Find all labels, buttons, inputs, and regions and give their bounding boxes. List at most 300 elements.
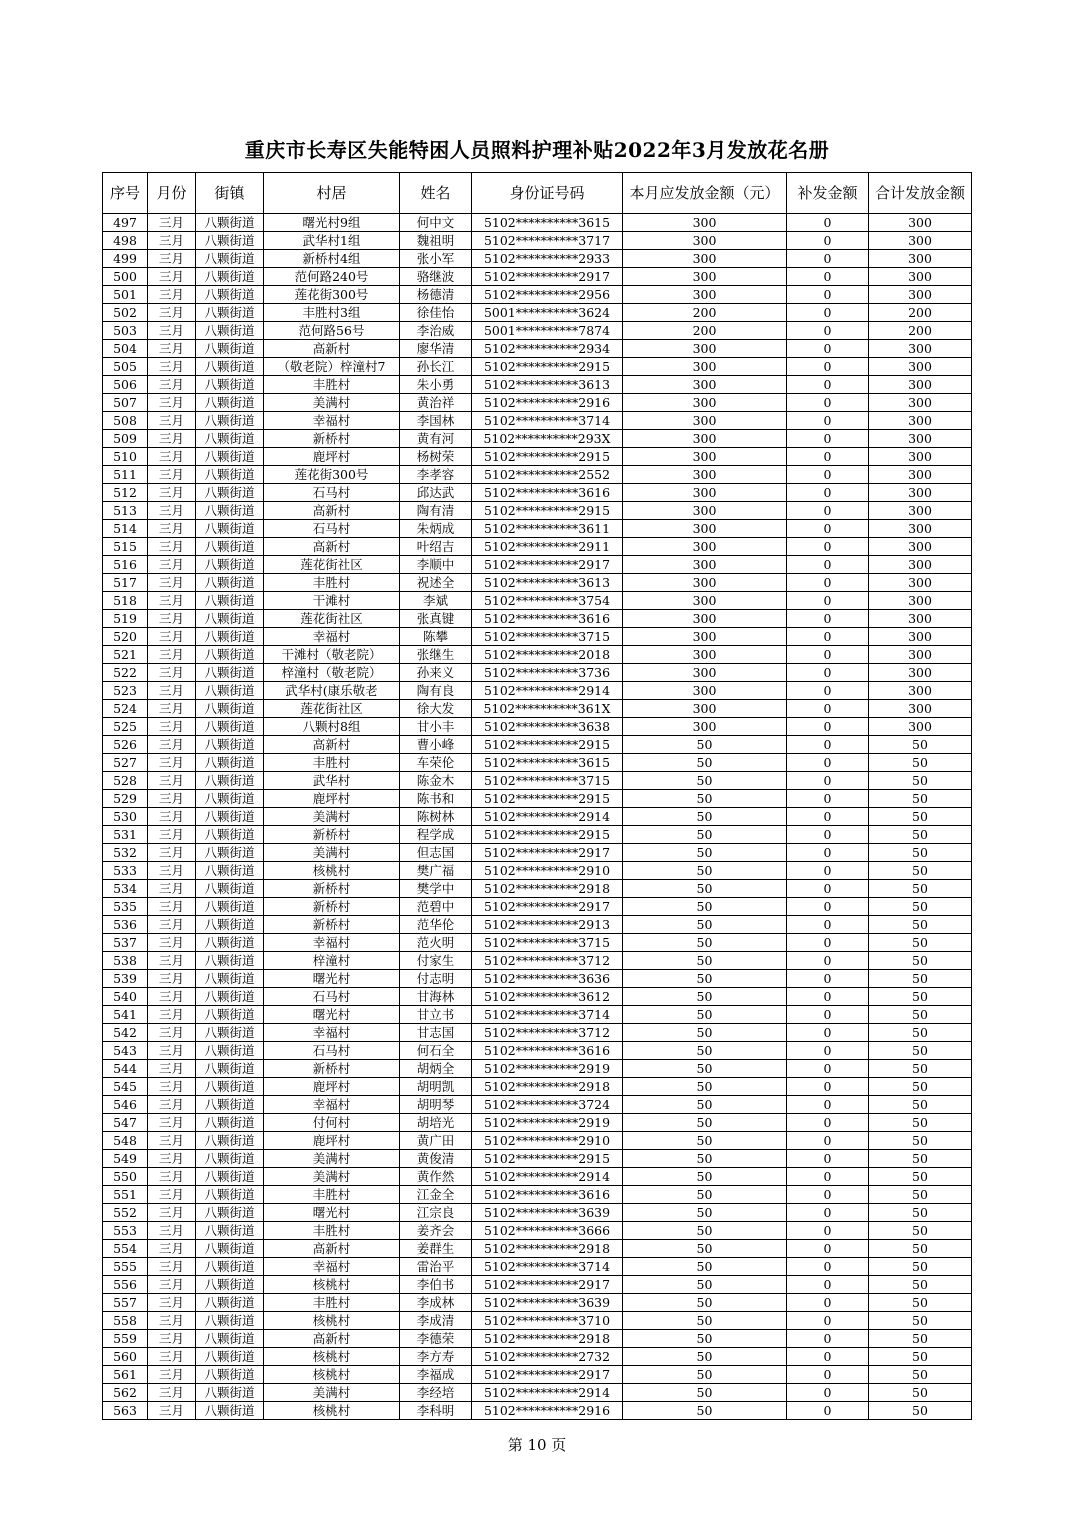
roster-table: [102, 172, 972, 1420]
table-row: [103, 808, 972, 826]
id-number-cell: 5102**********3611: [472, 520, 623, 538]
id-number-cell: 5102**********2917: [472, 898, 623, 916]
due-amount-cell: 50: [623, 970, 787, 988]
table-row: [103, 718, 972, 736]
serial-cell: 527: [103, 754, 148, 772]
due-amount-cell: 300: [623, 466, 787, 484]
table-row: [103, 898, 972, 916]
street-cell: 八颗街道: [196, 916, 264, 934]
header-back-pay: 补发金额: [787, 173, 869, 214]
back-pay-cell: 0: [787, 1402, 869, 1420]
table-row: [103, 574, 972, 592]
name-cell: 黄作然: [400, 1168, 472, 1186]
due-amount-cell: 50: [623, 808, 787, 826]
serial-cell: 521: [103, 646, 148, 664]
total-amount-cell: 300: [869, 286, 972, 304]
back-pay-cell: 0: [787, 250, 869, 268]
month-cell: 三月: [148, 934, 196, 952]
street-cell: 八颗街道: [196, 286, 264, 304]
total-amount-cell: 300: [869, 214, 972, 232]
name-cell: 魏祖明: [400, 232, 472, 250]
back-pay-cell: 0: [787, 1294, 869, 1312]
month-cell: 三月: [148, 1402, 196, 1420]
village-cell: 核桃村: [264, 1348, 400, 1366]
id-number-cell: 5102**********2915: [472, 736, 623, 754]
name-cell: 徐佳怡: [400, 304, 472, 322]
table-row: [103, 772, 972, 790]
table-row: [103, 268, 972, 286]
serial-cell: 516: [103, 556, 148, 574]
village-cell: 幸福村: [264, 628, 400, 646]
village-cell: 干滩村（敬老院）: [264, 646, 400, 664]
village-cell: 高新村: [264, 340, 400, 358]
id-number-cell: 5102**********2918: [472, 880, 623, 898]
name-cell: 祝述全: [400, 574, 472, 592]
id-number-cell: 5102**********3615: [472, 214, 623, 232]
back-pay-cell: 0: [787, 574, 869, 592]
total-amount-cell: 50: [869, 862, 972, 880]
table-row: [103, 412, 972, 430]
due-amount-cell: 50: [623, 1258, 787, 1276]
village-cell: 梓潼村（敬老院）: [264, 664, 400, 682]
due-amount-cell: 300: [623, 340, 787, 358]
serial-cell: 561: [103, 1366, 148, 1384]
total-amount-cell: 50: [869, 1312, 972, 1330]
due-amount-cell: 50: [623, 1240, 787, 1258]
village-cell: （敬老院）梓潼村7: [264, 358, 400, 376]
serial-cell: 532: [103, 844, 148, 862]
street-cell: 八颗街道: [196, 232, 264, 250]
total-amount-cell: 50: [869, 934, 972, 952]
serial-cell: 534: [103, 880, 148, 898]
back-pay-cell: 0: [787, 988, 869, 1006]
month-cell: 三月: [148, 916, 196, 934]
street-cell: 八颗街道: [196, 1186, 264, 1204]
street-cell: 八颗街道: [196, 1042, 264, 1060]
name-cell: 程学成: [400, 826, 472, 844]
village-cell: 美满村: [264, 1384, 400, 1402]
month-cell: 三月: [148, 808, 196, 826]
serial-cell: 556: [103, 1276, 148, 1294]
month-cell: 三月: [148, 322, 196, 340]
name-cell: 胡明琴: [400, 1096, 472, 1114]
total-amount-cell: 50: [869, 1402, 972, 1420]
month-cell: 三月: [148, 574, 196, 592]
table-row: [103, 1060, 972, 1078]
serial-cell: 533: [103, 862, 148, 880]
village-cell: 鹿坪村: [264, 448, 400, 466]
due-amount-cell: 300: [623, 250, 787, 268]
month-cell: 三月: [148, 466, 196, 484]
street-cell: 八颗街道: [196, 808, 264, 826]
total-amount-cell: 50: [869, 1096, 972, 1114]
serial-cell: 525: [103, 718, 148, 736]
id-number-cell: 5102**********2919: [472, 1060, 623, 1078]
due-amount-cell: 50: [623, 754, 787, 772]
month-cell: 三月: [148, 1006, 196, 1024]
total-amount-cell: 50: [869, 1150, 972, 1168]
id-number-cell: 5102**********2916: [472, 1402, 623, 1420]
serial-cell: 553: [103, 1222, 148, 1240]
total-amount-cell: 300: [869, 556, 972, 574]
total-amount-cell: 50: [869, 1042, 972, 1060]
table-row: [103, 988, 972, 1006]
street-cell: 八颗街道: [196, 484, 264, 502]
name-cell: 张继生: [400, 646, 472, 664]
due-amount-cell: 300: [623, 430, 787, 448]
back-pay-cell: 0: [787, 1348, 869, 1366]
village-cell: 丰胜村: [264, 1186, 400, 1204]
document-title: 重庆市长寿区失能特困人员照料护理补贴2022年3月发放花名册: [244, 138, 830, 162]
id-number-cell: 5102**********3616: [472, 484, 623, 502]
serial-cell: 550: [103, 1168, 148, 1186]
month-cell: 三月: [148, 988, 196, 1006]
due-amount-cell: 50: [623, 1168, 787, 1186]
total-amount-cell: 300: [869, 664, 972, 682]
back-pay-cell: 0: [787, 1186, 869, 1204]
due-amount-cell: 300: [623, 376, 787, 394]
table-row: [103, 556, 972, 574]
id-number-cell: 5102**********3715: [472, 934, 623, 952]
street-cell: 八颗街道: [196, 754, 264, 772]
due-amount-cell: 300: [623, 718, 787, 736]
serial-cell: 509: [103, 430, 148, 448]
due-amount-cell: 300: [623, 412, 787, 430]
street-cell: 八颗街道: [196, 430, 264, 448]
month-cell: 三月: [148, 538, 196, 556]
name-cell: 但志国: [400, 844, 472, 862]
month-cell: 三月: [148, 1330, 196, 1348]
month-cell: 三月: [148, 664, 196, 682]
table-row: [103, 592, 972, 610]
id-number-cell: 5102**********3636: [472, 970, 623, 988]
street-cell: 八颗街道: [196, 592, 264, 610]
serial-cell: 514: [103, 520, 148, 538]
name-cell: 江宗良: [400, 1204, 472, 1222]
name-cell: 李福成: [400, 1366, 472, 1384]
due-amount-cell: 300: [623, 700, 787, 718]
name-cell: 杨德清: [400, 286, 472, 304]
due-amount-cell: 50: [623, 1006, 787, 1024]
total-amount-cell: 50: [869, 808, 972, 826]
month-cell: 三月: [148, 1060, 196, 1078]
id-number-cell: 5102**********2917: [472, 844, 623, 862]
name-cell: 姜群生: [400, 1240, 472, 1258]
back-pay-cell: 0: [787, 772, 869, 790]
name-cell: 李国林: [400, 412, 472, 430]
village-cell: 武华村1组: [264, 232, 400, 250]
name-cell: 张真键: [400, 610, 472, 628]
serial-cell: 563: [103, 1402, 148, 1420]
back-pay-cell: 0: [787, 718, 869, 736]
street-cell: 八颗街道: [196, 736, 264, 754]
month-cell: 三月: [148, 862, 196, 880]
month-cell: 三月: [148, 700, 196, 718]
due-amount-cell: 50: [623, 1078, 787, 1096]
name-cell: 范华伦: [400, 916, 472, 934]
street-cell: 八颗街道: [196, 1384, 264, 1402]
header-total-amount: 合计发放金额: [869, 173, 972, 214]
name-cell: 付家生: [400, 952, 472, 970]
total-amount-cell: 300: [869, 448, 972, 466]
total-amount-cell: 300: [869, 412, 972, 430]
name-cell: 付志明: [400, 970, 472, 988]
table-row: [103, 340, 972, 358]
village-cell: 新桥村: [264, 916, 400, 934]
serial-cell: 515: [103, 538, 148, 556]
village-cell: 鹿坪村: [264, 1132, 400, 1150]
back-pay-cell: 0: [787, 1240, 869, 1258]
id-number-cell: 5102**********2917: [472, 1276, 623, 1294]
street-cell: 八颗街道: [196, 520, 264, 538]
due-amount-cell: 300: [623, 502, 787, 520]
back-pay-cell: 0: [787, 1078, 869, 1096]
street-cell: 八颗街道: [196, 340, 264, 358]
name-cell: 李斌: [400, 592, 472, 610]
id-number-cell: 5102**********3712: [472, 1024, 623, 1042]
street-cell: 八颗街道: [196, 664, 264, 682]
back-pay-cell: 0: [787, 952, 869, 970]
table-row: [103, 1186, 972, 1204]
table-row: [103, 646, 972, 664]
name-cell: 李科明: [400, 1402, 472, 1420]
due-amount-cell: 50: [623, 826, 787, 844]
serial-cell: 517: [103, 574, 148, 592]
page-number: 第 10 页: [507, 1436, 567, 1454]
total-amount-cell: 50: [869, 736, 972, 754]
month-cell: 三月: [148, 790, 196, 808]
street-cell: 八颗街道: [196, 1204, 264, 1222]
back-pay-cell: 0: [787, 592, 869, 610]
serial-cell: 511: [103, 466, 148, 484]
village-cell: 幸福村: [264, 1096, 400, 1114]
back-pay-cell: 0: [787, 1060, 869, 1078]
total-amount-cell: 300: [869, 466, 972, 484]
name-cell: 胡明凯: [400, 1078, 472, 1096]
table-row: [103, 358, 972, 376]
month-cell: 三月: [148, 1024, 196, 1042]
header-village: 村居: [264, 173, 400, 214]
table-row: [103, 664, 972, 682]
back-pay-cell: 0: [787, 1366, 869, 1384]
id-number-cell: 5102**********2915: [472, 1150, 623, 1168]
street-cell: 八颗街道: [196, 448, 264, 466]
id-number-cell: 5102**********3712: [472, 952, 623, 970]
month-cell: 三月: [148, 484, 196, 502]
serial-cell: 523: [103, 682, 148, 700]
back-pay-cell: 0: [787, 214, 869, 232]
due-amount-cell: 50: [623, 862, 787, 880]
id-number-cell: 5102**********3710: [472, 1312, 623, 1330]
serial-cell: 510: [103, 448, 148, 466]
back-pay-cell: 0: [787, 1168, 869, 1186]
month-cell: 三月: [148, 1294, 196, 1312]
village-cell: 高新村: [264, 502, 400, 520]
total-amount-cell: 50: [869, 1132, 972, 1150]
back-pay-cell: 0: [787, 1132, 869, 1150]
month-cell: 三月: [148, 592, 196, 610]
total-amount-cell: 50: [869, 952, 972, 970]
table-row: [103, 304, 972, 322]
village-cell: 高新村: [264, 736, 400, 754]
table-row: [103, 502, 972, 520]
name-cell: 车荣伦: [400, 754, 472, 772]
id-number-cell: 5102**********3616: [472, 1186, 623, 1204]
id-number-cell: 5102**********2919: [472, 1114, 623, 1132]
table-row: [103, 1168, 972, 1186]
id-number-cell: 5102**********2915: [472, 790, 623, 808]
total-amount-cell: 300: [869, 682, 972, 700]
month-cell: 三月: [148, 1312, 196, 1330]
back-pay-cell: 0: [787, 376, 869, 394]
total-amount-cell: 50: [869, 754, 972, 772]
street-cell: 八颗街道: [196, 628, 264, 646]
serial-cell: 560: [103, 1348, 148, 1366]
serial-cell: 522: [103, 664, 148, 682]
back-pay-cell: 0: [787, 736, 869, 754]
back-pay-cell: 0: [787, 664, 869, 682]
due-amount-cell: 50: [623, 1384, 787, 1402]
street-cell: 八颗街道: [196, 574, 264, 592]
id-number-cell: 5102**********3717: [472, 232, 623, 250]
back-pay-cell: 0: [787, 1096, 869, 1114]
street-cell: 八颗街道: [196, 790, 264, 808]
id-number-cell: 5102**********2018: [472, 646, 623, 664]
name-cell: 廖华清: [400, 340, 472, 358]
back-pay-cell: 0: [787, 610, 869, 628]
id-number-cell: 5102**********3639: [472, 1294, 623, 1312]
total-amount-cell: 50: [869, 1384, 972, 1402]
name-cell: 黄有河: [400, 430, 472, 448]
serial-cell: 546: [103, 1096, 148, 1114]
month-cell: 三月: [148, 736, 196, 754]
table-row: [103, 754, 972, 772]
month-cell: 三月: [148, 844, 196, 862]
month-cell: 三月: [148, 1114, 196, 1132]
serial-cell: 554: [103, 1240, 148, 1258]
village-cell: 付何村: [264, 1114, 400, 1132]
village-cell: 曙光村9组: [264, 214, 400, 232]
village-cell: 鹿坪村: [264, 790, 400, 808]
total-amount-cell: 300: [869, 340, 972, 358]
name-cell: 甘小丰: [400, 718, 472, 736]
serial-cell: 526: [103, 736, 148, 754]
table-row: [103, 934, 972, 952]
month-cell: 三月: [148, 1186, 196, 1204]
serial-cell: 549: [103, 1150, 148, 1168]
month-cell: 三月: [148, 376, 196, 394]
street-cell: 八颗街道: [196, 1258, 264, 1276]
village-cell: 丰胜村: [264, 1222, 400, 1240]
serial-cell: 524: [103, 700, 148, 718]
month-cell: 三月: [148, 898, 196, 916]
due-amount-cell: 50: [623, 790, 787, 808]
due-amount-cell: 50: [623, 1186, 787, 1204]
name-cell: 李顺中: [400, 556, 472, 574]
serial-cell: 535: [103, 898, 148, 916]
due-amount-cell: 300: [623, 232, 787, 250]
id-number-cell: 5102**********3724: [472, 1096, 623, 1114]
due-amount-cell: 300: [623, 592, 787, 610]
table-row: [103, 1222, 972, 1240]
total-amount-cell: 300: [869, 430, 972, 448]
total-amount-cell: 300: [869, 502, 972, 520]
back-pay-cell: 0: [787, 412, 869, 430]
month-cell: 三月: [148, 1348, 196, 1366]
due-amount-cell: 300: [623, 448, 787, 466]
table-row: [103, 1348, 972, 1366]
total-amount-cell: 200: [869, 304, 972, 322]
back-pay-cell: 0: [787, 268, 869, 286]
table-row: [103, 466, 972, 484]
back-pay-cell: 0: [787, 304, 869, 322]
street-cell: 八颗街道: [196, 880, 264, 898]
back-pay-cell: 0: [787, 934, 869, 952]
village-cell: 核桃村: [264, 862, 400, 880]
month-cell: 三月: [148, 754, 196, 772]
street-cell: 八颗街道: [196, 322, 264, 340]
total-amount-cell: 50: [869, 1060, 972, 1078]
village-cell: 丰胜村: [264, 1294, 400, 1312]
table-row: [103, 232, 972, 250]
month-cell: 三月: [148, 286, 196, 304]
street-cell: 八颗街道: [196, 610, 264, 628]
serial-cell: 540: [103, 988, 148, 1006]
id-number-cell: 5102**********3736: [472, 664, 623, 682]
serial-cell: 498: [103, 232, 148, 250]
street-cell: 八颗街道: [196, 862, 264, 880]
back-pay-cell: 0: [787, 754, 869, 772]
due-amount-cell: 300: [623, 628, 787, 646]
table-row: [103, 1240, 972, 1258]
table-row: [103, 1294, 972, 1312]
total-amount-cell: 50: [869, 1114, 972, 1132]
name-cell: 樊学中: [400, 880, 472, 898]
village-cell: 石马村: [264, 988, 400, 1006]
name-cell: 江金全: [400, 1186, 472, 1204]
name-cell: 朱小勇: [400, 376, 472, 394]
back-pay-cell: 0: [787, 1258, 869, 1276]
village-cell: 核桃村: [264, 1402, 400, 1420]
month-cell: 三月: [148, 1042, 196, 1060]
serial-cell: 528: [103, 772, 148, 790]
back-pay-cell: 0: [787, 808, 869, 826]
village-cell: 美满村: [264, 1168, 400, 1186]
back-pay-cell: 0: [787, 826, 869, 844]
table-row: [103, 430, 972, 448]
serial-cell: 542: [103, 1024, 148, 1042]
serial-cell: 529: [103, 790, 148, 808]
id-number-cell: 5102**********3715: [472, 772, 623, 790]
due-amount-cell: 300: [623, 358, 787, 376]
serial-cell: 559: [103, 1330, 148, 1348]
village-cell: 曙光村: [264, 1204, 400, 1222]
street-cell: 八颗街道: [196, 844, 264, 862]
back-pay-cell: 0: [787, 286, 869, 304]
village-cell: 高新村: [264, 1240, 400, 1258]
village-cell: 幸福村: [264, 1024, 400, 1042]
village-cell: 高新村: [264, 1330, 400, 1348]
back-pay-cell: 0: [787, 556, 869, 574]
table-row: [103, 952, 972, 970]
due-amount-cell: 50: [623, 916, 787, 934]
month-cell: 三月: [148, 952, 196, 970]
total-amount-cell: 300: [869, 592, 972, 610]
back-pay-cell: 0: [787, 700, 869, 718]
due-amount-cell: 300: [623, 484, 787, 502]
month-cell: 三月: [148, 340, 196, 358]
id-number-cell: 5102**********2918: [472, 1240, 623, 1258]
